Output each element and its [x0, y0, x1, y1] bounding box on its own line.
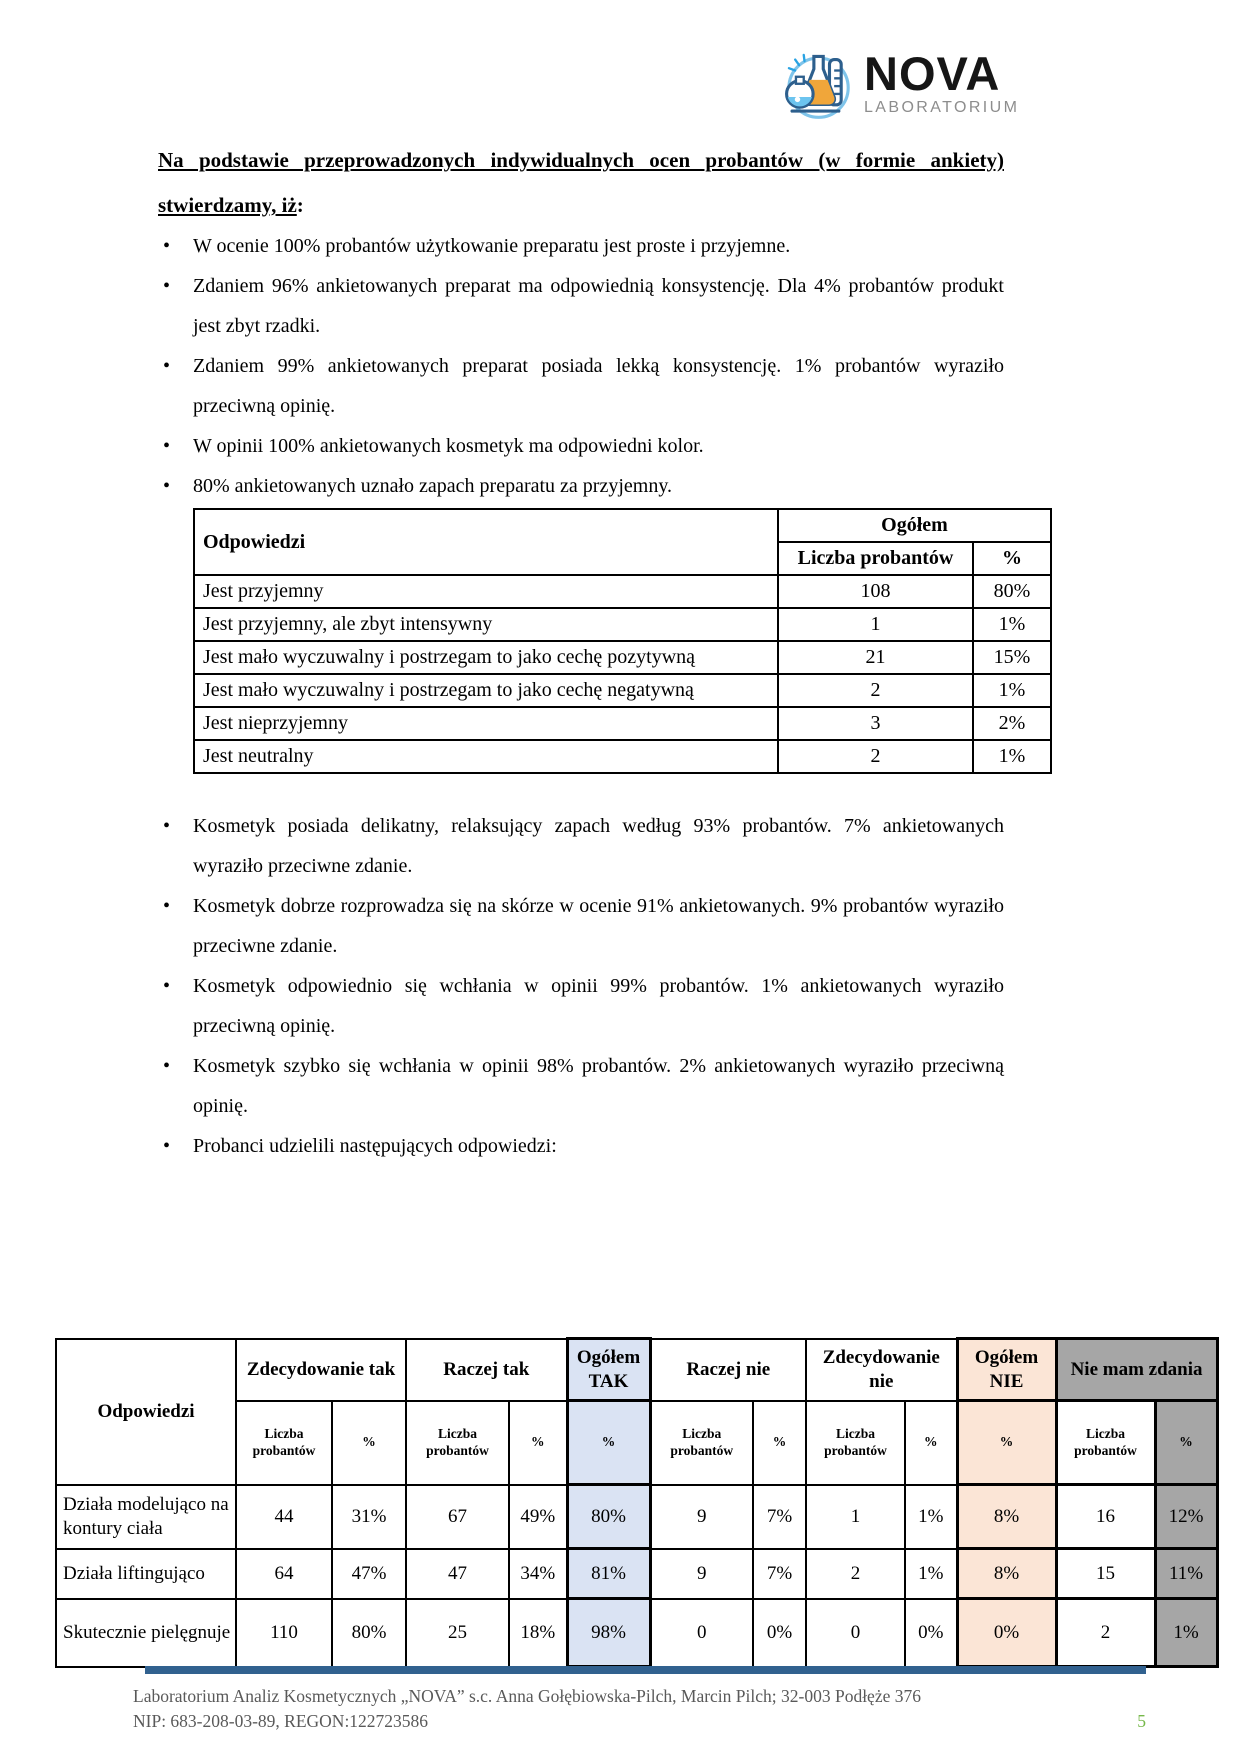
- t2-cell: 25: [406, 1599, 509, 1667]
- t2-cell: 7%: [753, 1549, 806, 1599]
- t2-cell-ogolem-nie: 0%: [957, 1599, 1056, 1667]
- t2-cell: 2: [1056, 1599, 1155, 1667]
- logo-brand-text: NOVA: [864, 47, 1001, 100]
- table-row: [194, 707, 1051, 740]
- list-item: • Zdaniem 96% ankietowanych preparat ma odpowiednią konsystencję. Dla 4% probantów produkt jest zbyt rzadki.: [193, 266, 1004, 346]
- t2-subheader-pct: %: [753, 1401, 806, 1485]
- list-item: • W opinii 100% ankietowanych kosmetyk ma odpowiedni kolor.: [193, 426, 1004, 466]
- t2-header-ogolem-tak: Ogółem TAK: [567, 1339, 650, 1401]
- heading-colon: :: [296, 193, 304, 218]
- t2-cell: 7%: [753, 1485, 806, 1549]
- page-number: 5: [1137, 1710, 1146, 1731]
- t2-row-label: Działa liftingująco: [56, 1549, 236, 1599]
- t2-cell: 0%: [753, 1599, 806, 1667]
- t2-subheader-pct: %: [332, 1401, 406, 1485]
- bullet-list-middle: [158, 806, 1004, 1166]
- table-row: [56, 1549, 1217, 1599]
- table-row: [194, 740, 1051, 773]
- table-row: [56, 1485, 1217, 1549]
- t2-cell: 2: [806, 1549, 905, 1599]
- t2-subheader-pct: %: [957, 1401, 1056, 1485]
- t2-cell: 110: [236, 1599, 332, 1667]
- table-row: [194, 674, 1051, 707]
- list-item: • Zdaniem 99% ankietowanych preparat posiada lekką konsystencję. 1% probantów wyraziło przeciwną opinię.: [193, 346, 1004, 426]
- t1-row-label: Jest mało wyczuwalny i postrzegam to jako cechę negatywną: [194, 674, 778, 707]
- t1-row-label: Jest przyjemny: [194, 575, 778, 608]
- t1-header-total: Ogółem: [778, 509, 1051, 542]
- t2-cell-ogolem-tak: 81%: [567, 1549, 650, 1599]
- t2-subheader-pct: %: [509, 1401, 567, 1485]
- table-row: [194, 608, 1051, 641]
- t2-cell-ogolem-nie: 8%: [957, 1485, 1056, 1549]
- t2-cell: 9: [650, 1485, 753, 1549]
- t1-row-pct: 15%: [973, 641, 1051, 674]
- t2-header-nie-mam-zdania: Nie mam zdania: [1056, 1339, 1217, 1401]
- t2-subheader-count: Liczba probantów: [236, 1401, 332, 1485]
- t2-cell-nie-mam: 12%: [1155, 1485, 1217, 1549]
- t1-row-label: Jest mało wyczuwalny i postrzegam to jako cechę pozytywną: [194, 641, 778, 674]
- t2-cell-ogolem-tak: 98%: [567, 1599, 650, 1667]
- t2-cell: 47%: [332, 1549, 406, 1599]
- answers-matrix-table: [55, 1337, 1219, 1668]
- t1-row-count: 108: [778, 575, 973, 608]
- t2-header-answers: Odpowiedzi: [56, 1339, 236, 1485]
- t1-row-pct: 80%: [973, 575, 1051, 608]
- t2-subheader-count: Liczba probantów: [806, 1401, 905, 1485]
- t1-row-pct: 1%: [973, 608, 1051, 641]
- t2-cell: 31%: [332, 1485, 406, 1549]
- footer-tax-line: NIP: 683-208-03-89, REGON:122723586: [133, 1710, 429, 1731]
- t1-row-pct: 1%: [973, 674, 1051, 707]
- t1-row-label: Jest neutralny: [194, 740, 778, 773]
- section-heading: [158, 138, 1004, 228]
- t2-cell: 1: [806, 1485, 905, 1549]
- t2-subheader-pct: %: [1155, 1401, 1217, 1485]
- logo-subtitle-text: LABORATORIUM: [864, 99, 1020, 116]
- t2-subheader-count: Liczba probantów: [650, 1401, 753, 1485]
- t2-row-label: Skutecznie pielęgnuje: [56, 1599, 236, 1667]
- t2-cell-nie-mam: 11%: [1155, 1549, 1217, 1599]
- t2-cell: 1%: [905, 1485, 957, 1549]
- t2-cell-ogolem-nie: 8%: [957, 1549, 1056, 1599]
- t2-cell-ogolem-tak: 80%: [567, 1485, 650, 1549]
- table-row: [194, 575, 1051, 608]
- t1-row-count: 1: [778, 608, 973, 641]
- list-item: • Kosmetyk odpowiednio się wchłania w opinii 99% probantów. 1% ankietowanych wyraziło przeciwną opinię.: [193, 966, 1004, 1046]
- list-item: • Kosmetyk szybko się wchłania w opinii 98% probantów. 2% ankietowanych wyraziło przeciwną opinię.: [193, 1046, 1004, 1126]
- list-item: • Kosmetyk posiada delikatny, relaksujący zapach według 93% probantów. 7% ankietowanych wyraziło przeciwne zdanie.: [193, 806, 1004, 886]
- t2-header-zdec-nie: Zdecydowanie nie: [806, 1339, 957, 1401]
- t2-cell: 16: [1056, 1485, 1155, 1549]
- t2-cell: 80%: [332, 1599, 406, 1667]
- t2-cell: 64: [236, 1549, 332, 1599]
- table-row: [194, 641, 1051, 674]
- t1-row-label: Jest przyjemny, ale zbyt intensywny: [194, 608, 778, 641]
- t2-cell: 49%: [509, 1485, 567, 1549]
- t1-row-count: 2: [778, 674, 973, 707]
- table-row: [56, 1599, 1217, 1667]
- t1-row-label: Jest nieprzyjemny: [194, 707, 778, 740]
- list-item: • Probanci udzielili następujących odpowiedzi:: [193, 1126, 1004, 1166]
- list-item: • Kosmetyk dobrze rozprowadza się na skórze w ocenie 91% ankietowanych. 9% probantów wyraziło przeciwne zdanie.: [193, 886, 1004, 966]
- t2-header-raczej-tak: Raczej tak: [406, 1339, 567, 1401]
- t2-cell: 0: [806, 1599, 905, 1667]
- t2-cell: 18%: [509, 1599, 567, 1667]
- t1-row-pct: 1%: [973, 740, 1051, 773]
- t2-cell-nie-mam: 1%: [1155, 1599, 1217, 1667]
- t2-cell: 67: [406, 1485, 509, 1549]
- t2-subheader-pct: %: [905, 1401, 957, 1485]
- t2-subheader-count: Liczba probantów: [406, 1401, 509, 1485]
- t2-cell: 44: [236, 1485, 332, 1549]
- t2-header-zdec-tak: Zdecydowanie tak: [236, 1339, 406, 1401]
- list-item: • 80% ankietowanych uznało zapach preparatu za przyjemny.: [193, 466, 1004, 506]
- logo: [778, 44, 1019, 122]
- t2-cell: 34%: [509, 1549, 567, 1599]
- t2-subheader-count: Liczba probantów: [1056, 1401, 1155, 1485]
- t1-row-count: 3: [778, 707, 973, 740]
- t1-row-count: 21: [778, 641, 973, 674]
- t2-header-ogolem-nie: Ogółem NIE: [957, 1339, 1056, 1401]
- bullet-list-top: [158, 226, 1004, 506]
- t1-header-answers: Odpowiedzi: [194, 509, 778, 575]
- heading-underlined-text: Na podstawie przeprowadzonych indywidualnych ocen probantów (w formie ankiety) stwierdzamy, iż: [158, 148, 1004, 218]
- logo-wordmark: [864, 47, 1020, 116]
- t2-subheader-pct: %: [567, 1401, 650, 1485]
- t2-cell: 15: [1056, 1549, 1155, 1599]
- list-item: • W ocenie 100% probantów użytkowanie preparatu jest proste i przyjemne.: [193, 226, 1004, 266]
- lab-flasks-icon: [778, 44, 856, 122]
- t2-cell: 9: [650, 1549, 753, 1599]
- t2-row-label: Działa modelująco na kontury ciała: [56, 1485, 236, 1549]
- t1-row-pct: 2%: [973, 707, 1051, 740]
- t2-header-raczej-nie: Raczej nie: [650, 1339, 806, 1401]
- t2-cell: 1%: [905, 1549, 957, 1599]
- scent-opinion-table: [193, 508, 1052, 774]
- t2-cell: 0%: [905, 1599, 957, 1667]
- footer-divider: [145, 1666, 1146, 1674]
- t1-row-count: 2: [778, 740, 973, 773]
- t2-cell: 47: [406, 1549, 509, 1599]
- footer: [133, 1684, 1146, 1733]
- footer-company-line: Laboratorium Analiz Kosmetycznych „NOVA” s.c. Anna Gołębiowska-Pilch, Marcin Pilch; 32-003 Podłęże 376: [133, 1686, 921, 1706]
- t2-cell: 0: [650, 1599, 753, 1667]
- t1-header-count: Liczba probantów: [778, 542, 973, 575]
- t1-header-pct: %: [973, 542, 1051, 575]
